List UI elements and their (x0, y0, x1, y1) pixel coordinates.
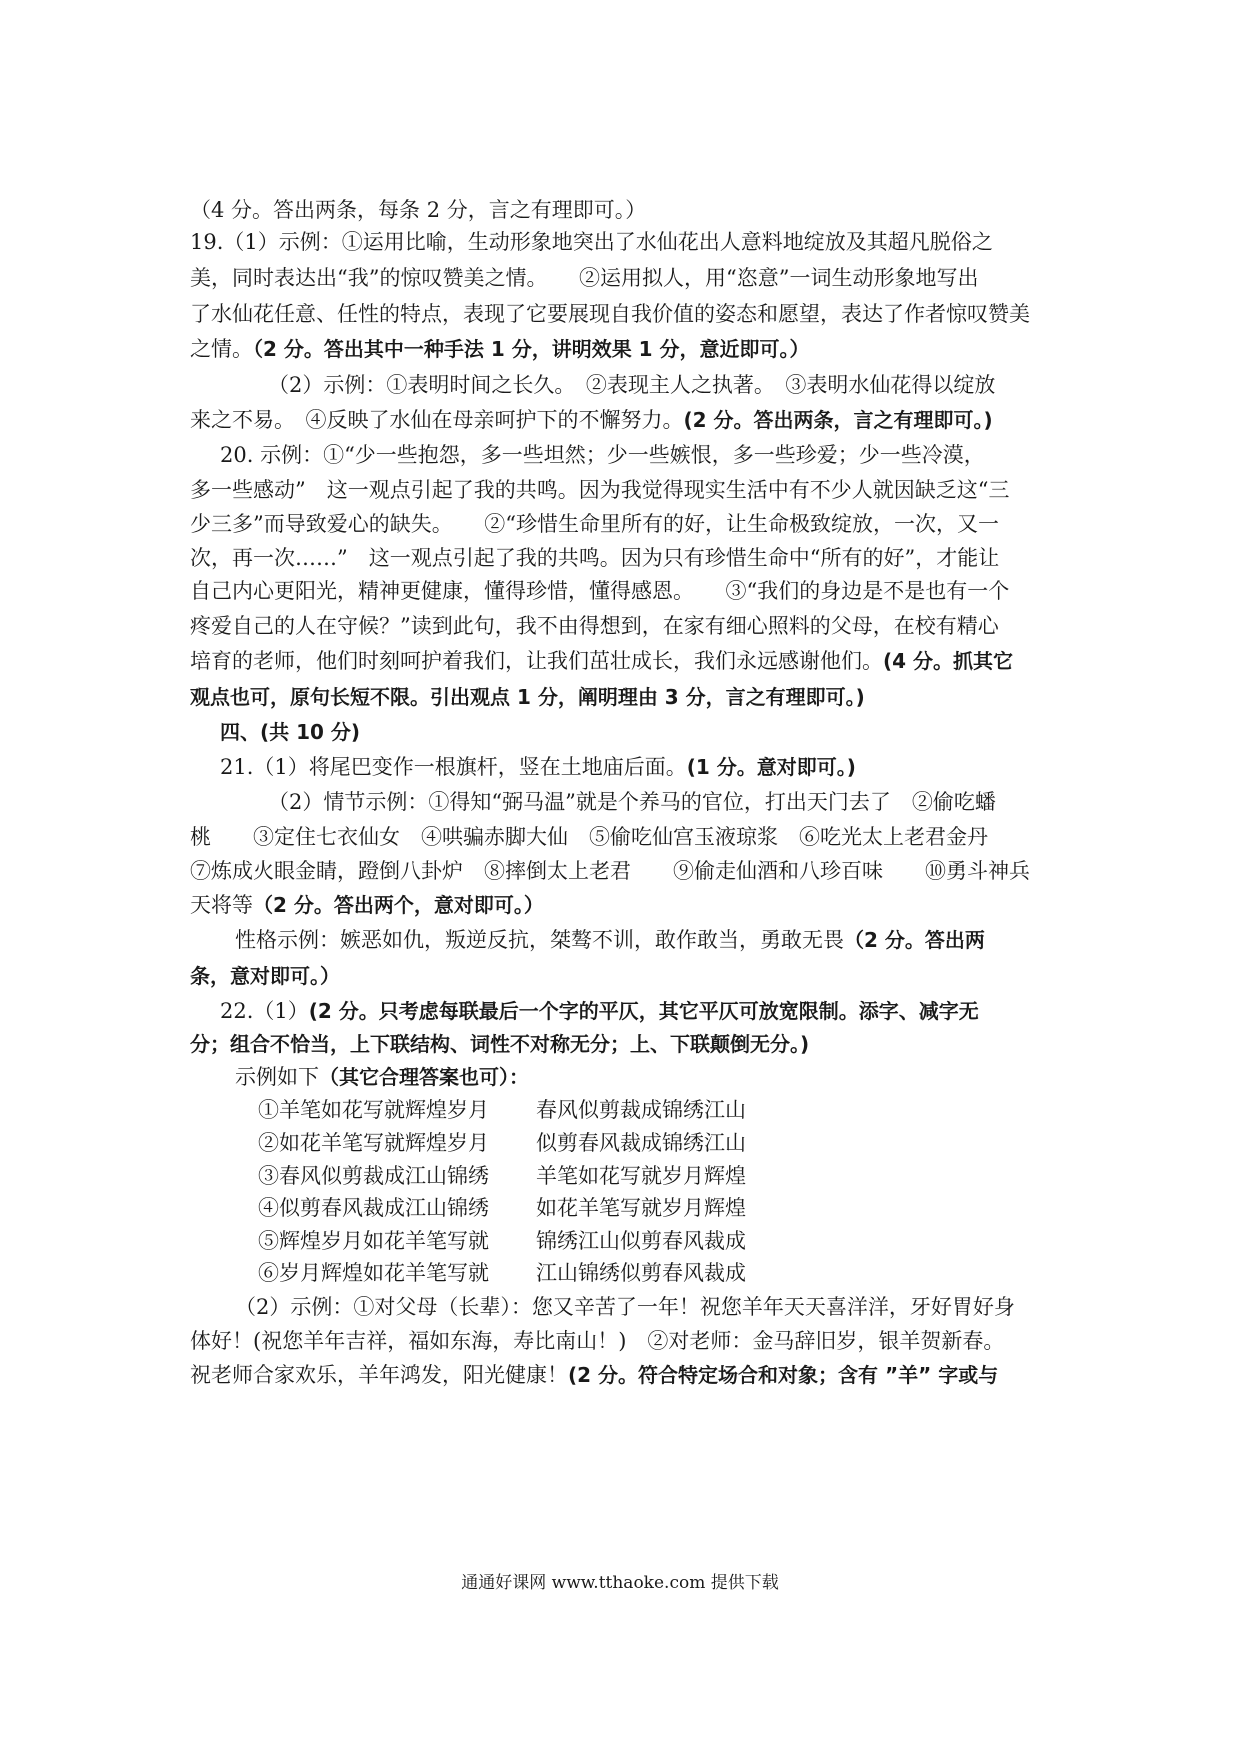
line-text: 祝老师合家欢乐，羊年鸿发，阳光健康！ (190, 1363, 568, 1387)
couplet-first-line: ②如花羊笔写就辉煌岁月 (258, 1131, 489, 1155)
scoring-note: (2 分。只考虑每联最后一个字的平仄，其它平仄可放宽限制。添字、减字无 (308, 999, 979, 1023)
line-text: （2）情节示例：①得知“弼马温”就是个养马的官位，打出天门去了 ②偷吃蟠 (268, 790, 996, 814)
line-text: 21.（1）将尾巴变作一根旗杆，竖在土地庙后面。 (220, 755, 687, 779)
line-text: （2）示例：①对父母（长辈）：您又辛苦了一年！祝您羊年天天喜洋洋，牙好胃好身 (235, 1295, 1015, 1319)
text-line (190, 573, 1060, 609)
line-text: 示例如下 (235, 1065, 319, 1089)
couplet-row (258, 1092, 1128, 1128)
couplet-second-line: 似剪春风裁成锦绣江山 (536, 1131, 746, 1155)
line-text: 性格示例：嫉恶如仇，叛逆反抗，桀骜不训，敢作敢当，勇敢无畏 (235, 928, 844, 952)
couplet-second-line: 羊笔如花写就岁月辉煌 (536, 1164, 746, 1188)
couplet-first-line: ⑤辉煌岁月如花羊笔写就 (258, 1229, 489, 1253)
scoring-note: 观点也可，原句长短不限。引出观点 1 分，阐明理由 3 分，言之有理即可。) (190, 685, 865, 709)
text-line (190, 296, 1060, 332)
scoring-note: 分；组合不恰当，上下联结构、词性不对称无分；上、下联颠倒无分。) (190, 1032, 810, 1056)
scoring-note: (2 分。答出两条，言之有理即可。) (683, 408, 993, 432)
scoring-note: （2 分。答出其中一种手法 1 分，讲明效果 1 分，意近即可。） (253, 337, 810, 361)
line-text: 来之不易。 ④反映了水仙在母亲呵护下的不懈努力。 (190, 408, 684, 432)
scoring-note: 四、(共 10 分) (220, 720, 361, 744)
text-line (190, 331, 1060, 367)
text-line (235, 1059, 1105, 1095)
scoring-note: （2 分。答出两 (844, 928, 985, 952)
text-line (190, 853, 1060, 889)
line-text: 20. 示例：①“少一些抱怨，多一些坦然；少一些嫉恨，多一些珍爱；少一些冷漠， (220, 443, 985, 467)
couplet-row (258, 1223, 1128, 1259)
line-text: 天将等 (190, 893, 253, 917)
line-text: 次，再一次……” 这一观点引起了我的共鸣。因为只有珍惜生命中“所有的好”，才能让 (190, 546, 1000, 570)
couplet-first-line: ④似剪春风裁成江山锦绣 (258, 1196, 489, 1220)
line-text: 体好！(祝您羊年吉祥，福如东海，寿比南山！) ②对老师：金马辞旧岁，银羊贺新春。 (190, 1329, 1005, 1353)
text-line (220, 714, 1090, 750)
line-text: （4 分。答出两条，每条 2 分，言之有理即可。） (190, 198, 647, 222)
couplet-second-line: 江山锦绣似剪春风裁成 (536, 1261, 746, 1285)
text-line (190, 506, 1060, 542)
line-text: 桃 ③定住七衣仙女 ④哄骗赤脚大仙 ⑤偷吃仙宫玉液琼浆 ⑥吃光太上老君金丹 (190, 825, 988, 849)
couplet-row (258, 1255, 1128, 1291)
text-line (235, 922, 1105, 958)
scoring-note: (2 分。符合特定场合和对象；含有 ”羊” 字或与 (568, 1363, 999, 1387)
scoring-note: （其它合理答案也可）： (319, 1065, 529, 1089)
scoring-note: （2 分。答出两个，意对即可。） (253, 893, 544, 917)
couplet-row (258, 1158, 1128, 1194)
text-line (220, 993, 1090, 1029)
couplet-second-line: 锦绣江山似剪春风裁成 (536, 1229, 746, 1253)
text-line (190, 887, 1060, 923)
text-line (190, 679, 1060, 715)
scoring-note: (1 分。意对即可。) (686, 755, 856, 779)
line-text: 了水仙花任意、任性的特点，表现了它要展现自我价值的姿态和愿望，表达了作者惊叹赞美 (190, 302, 1030, 326)
line-text: 22.（1） (220, 999, 309, 1023)
couplet-first-line: ①羊笔如花写就辉煌岁月 (258, 1098, 489, 1122)
page-footer: 通通好课网 www.tthaoke.com 提供下载 (461, 1573, 779, 1593)
line-text: （2）示例：①表明时间之长久。 ②表现主人之执著。 ③表明水仙花得以绽放 (268, 373, 996, 397)
line-text: 疼爱自己的人在守候？”读到此句，我不由得想到，在家有细心照料的父母，在校有精心 (190, 614, 999, 638)
text-line (190, 402, 1060, 438)
text-line (235, 1289, 1105, 1325)
line-text: ⑦炼成火眼金睛，蹬倒八卦炉 ⑧摔倒太上老君 ⑨偷走仙酒和八珍百味 ⑩勇斗神兵 (190, 859, 1030, 883)
text-line (190, 192, 1060, 228)
couplet-second-line: 如花羊笔写就岁月辉煌 (536, 1196, 746, 1220)
text-line (190, 608, 1060, 644)
text-line (190, 1357, 1060, 1393)
text-line (220, 749, 1090, 785)
couplet-row (258, 1125, 1128, 1161)
scoring-note: (4 分。抓其它 (883, 649, 1014, 673)
line-text: 自己内心更阳光，精神更健康，懂得珍惜，懂得感恩。 ③“我们的身边是不是也有一个 (190, 579, 1010, 603)
text-line (190, 224, 1060, 260)
couplet-row (258, 1190, 1128, 1226)
line-text: 多一些感动” 这一观点引起了我的共鸣。因为我觉得现实生活中有不少人就因缺乏这“三 (190, 478, 1010, 502)
line-text: 19.（1）示例：①运用比喻，生动形象地突出了水仙花出人意料地绽放及其超凡脱俗之 (190, 230, 993, 254)
text-line (268, 367, 1138, 403)
text-line (220, 437, 1090, 473)
text-line (190, 472, 1060, 508)
text-line (190, 958, 1060, 994)
text-line (190, 643, 1060, 679)
text-line (190, 1323, 1060, 1359)
couplet-second-line: 春风似剪裁成锦绣江山 (536, 1098, 746, 1122)
text-line (190, 540, 1060, 576)
text-line (190, 819, 1060, 855)
scoring-note: 条，意对即可。） (190, 964, 340, 988)
line-text: 美，同时表达出“我”的惊叹赞美之情。 ②运用拟人，用“恣意”一词生动形象地写出 (190, 266, 979, 290)
text-line (190, 260, 1060, 296)
text-line (268, 784, 1138, 820)
line-text: 培育的老师，他们时刻呵护着我们，让我们茁壮成长，我们永远感谢他们。 (190, 649, 883, 673)
couplet-first-line: ③春风似剪裁成江山锦绣 (258, 1164, 489, 1188)
couplet-first-line: ⑥岁月辉煌如花羊笔写就 (258, 1261, 489, 1285)
text-line (190, 1026, 1060, 1062)
line-text: 之情。 (190, 337, 253, 361)
line-text: 少三多”而导致爱心的缺失。 ②“珍惜生命里所有的好，让生命极致绽放，一次，又一 (190, 512, 999, 536)
